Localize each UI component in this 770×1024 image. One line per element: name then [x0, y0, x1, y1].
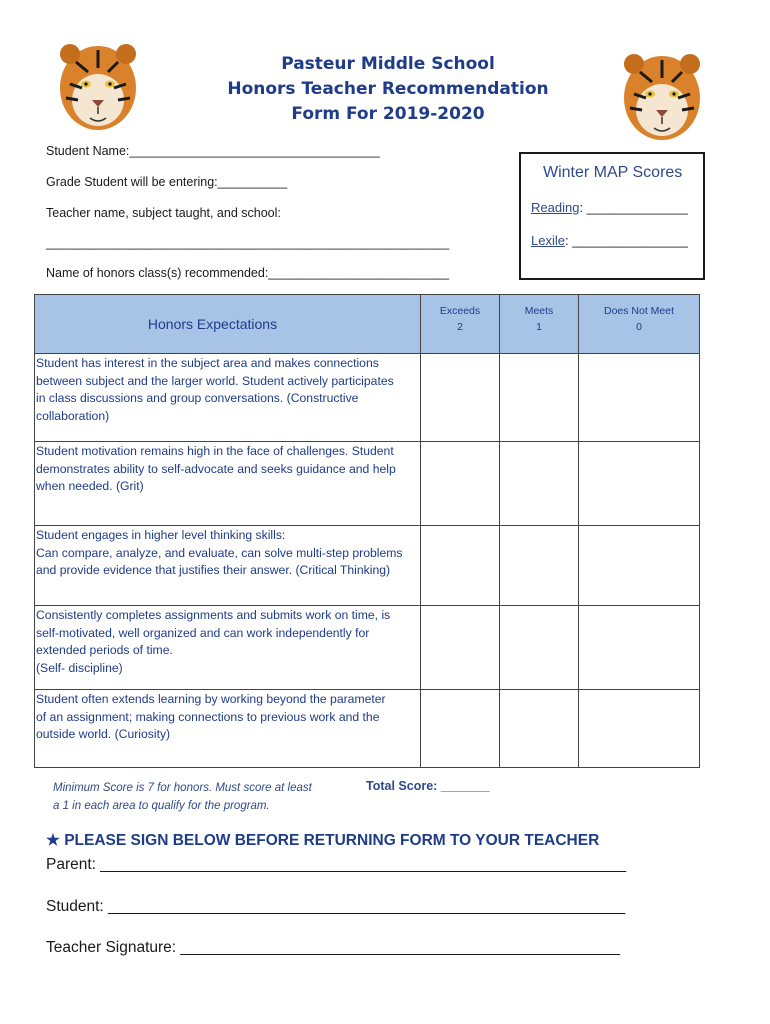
- student-signature-field[interactable]: Student: ____________________________________________________________: [46, 898, 626, 915]
- form-title: [180, 52, 596, 127]
- tiger-logo-right: [620, 50, 704, 142]
- title-line-school: Pasteur Middle School: [281, 54, 495, 74]
- score-cell-does-not-meet[interactable]: [579, 690, 700, 768]
- title-line-form: Honors Teacher Recommendation: [227, 79, 549, 99]
- score-cell-meets[interactable]: [500, 354, 579, 442]
- score-cell-exceeds[interactable]: [421, 526, 500, 606]
- parent-signature-field[interactable]: Parent: _____________________________________________________________: [46, 856, 627, 873]
- col-exceeds: Exceeds 2: [421, 295, 500, 354]
- lexile-score-field[interactable]: [531, 233, 688, 248]
- expectation-critical-thinking: Student engages in higher level thinking skills: Can compare, analyze, and evaluate, can solve multi-step problems and provide evidence that justifies their answer. (Critical Thinking): [35, 526, 421, 606]
- total-score-field[interactable]: Total Score: _______: [366, 779, 490, 793]
- score-cell-exceeds[interactable]: [421, 690, 500, 768]
- table-row: [35, 690, 700, 768]
- expectation-collaboration: Student has interest in the subject area and makes connections between subject and the larger world. Student actively participates in class discussions and group conversations. (Constructive collaboration): [35, 354, 421, 442]
- grade-field[interactable]: Grade Student will be entering:__________: [46, 175, 288, 189]
- table-row: [35, 442, 700, 526]
- col-meets: Meets 1: [500, 295, 579, 354]
- score-cell-exceeds[interactable]: [421, 606, 500, 690]
- score-cell-does-not-meet[interactable]: [579, 526, 700, 606]
- map-scores-box: [519, 152, 705, 280]
- expectation-curiosity: Student often extends learning by working beyond the parameter of an assignment; making connections to previous work and the outside world. (Curiosity): [35, 690, 421, 768]
- lexile-value[interactable]: : ________________: [564, 233, 688, 248]
- teacher-signature-field[interactable]: Teacher Signature: ___________________________________________________: [46, 939, 621, 956]
- rubric-table: [34, 294, 700, 768]
- rubric-header: Honors Expectations: [35, 295, 421, 354]
- student-name-field[interactable]: Student Name:____________________________________: [46, 144, 380, 158]
- score-cell-exceeds[interactable]: [421, 442, 500, 526]
- sign-instructions: ★ PLEASE SIGN BELOW BEFORE RETURNING FORM TO YOUR TEACHER: [46, 832, 600, 849]
- reading-score-field[interactable]: [531, 200, 688, 215]
- title-line-year: Form For 2019-2020: [291, 104, 485, 124]
- honors-class-field[interactable]: Name of honors class(s) recommended:__________________________: [46, 266, 450, 280]
- score-cell-exceeds[interactable]: [421, 354, 500, 442]
- score-cell-meets[interactable]: [500, 606, 579, 690]
- score-cell-meets[interactable]: [500, 442, 579, 526]
- score-cell-meets[interactable]: [500, 526, 579, 606]
- teacher-label: Teacher name, subject taught, and school:: [46, 206, 281, 220]
- score-cell-does-not-meet[interactable]: [579, 442, 700, 526]
- map-scores-title: Winter MAP Scores: [543, 164, 683, 181]
- expectation-grit: Student motivation remains high in the face of challenges. Student demonstrates ability to self-advocate and seeks guidance and help when needed. (Grit): [35, 442, 421, 526]
- score-cell-meets[interactable]: [500, 690, 579, 768]
- expectation-self-discipline: Consistently completes assignments and submits work on time, is self-motivated, well organized and can work independently for extended periods of time. (Self- discipline): [35, 606, 421, 690]
- lexile-label: Lexile: [531, 233, 565, 248]
- score-cell-does-not-meet[interactable]: [579, 354, 700, 442]
- table-row: [35, 606, 700, 690]
- reading-value[interactable]: : ______________: [579, 200, 688, 215]
- table-row: [35, 526, 700, 606]
- col-does-not-meet: Does Not Meet 0: [579, 295, 700, 354]
- teacher-field[interactable]: __________________________________________________________: [46, 236, 450, 250]
- score-cell-does-not-meet[interactable]: [579, 606, 700, 690]
- table-row: [35, 354, 700, 442]
- minimum-score-note: Minimum Score is 7 for honors. Must score at least a 1 in each area to qualify for the program.: [53, 782, 312, 812]
- tiger-logo-left: [56, 40, 140, 132]
- reading-label: Reading: [531, 200, 580, 215]
